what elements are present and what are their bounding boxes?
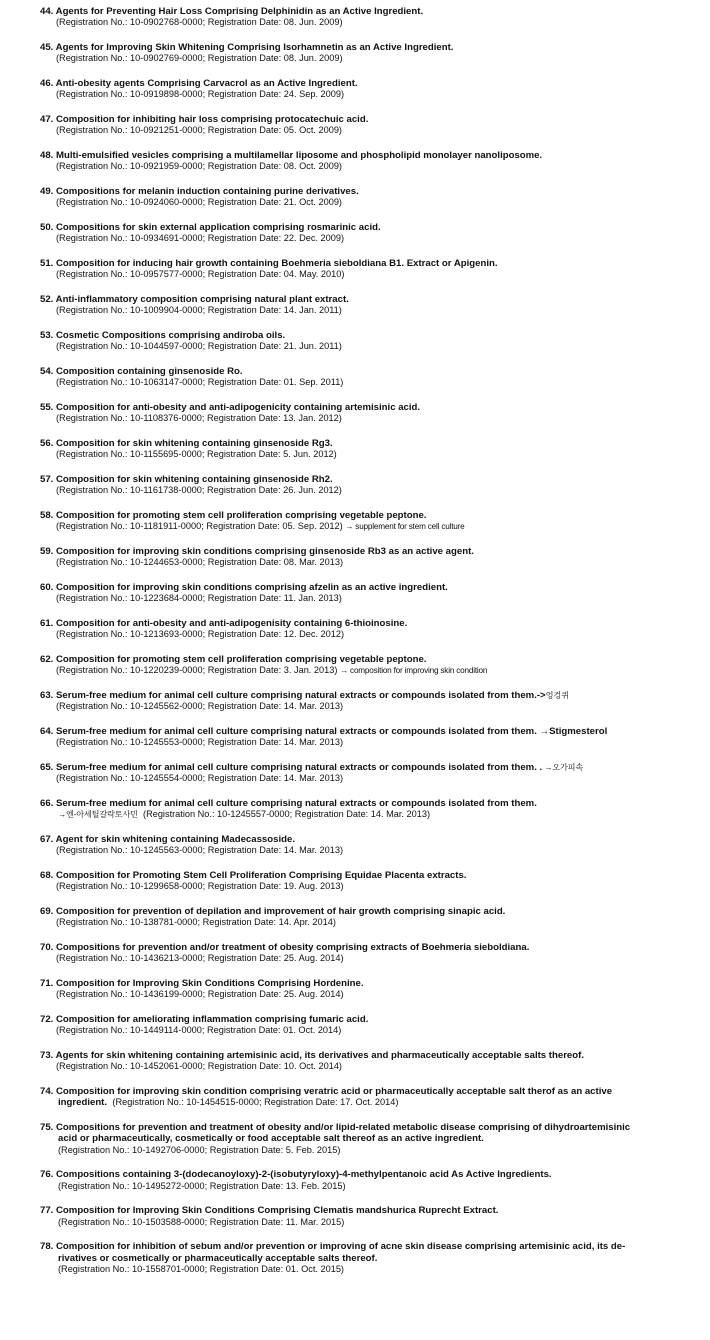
patent-registration-line: [40, 521, 690, 532]
patent-registration-line: [40, 89, 690, 100]
patent-registration-line: [40, 917, 690, 928]
patent-registration: (Registration No.: 10-1436213-0000; Registration Date: 25. Aug. 2014): [56, 953, 344, 964]
patent-registration-line: [40, 305, 690, 316]
patent-title-text: 78. Composition for inhibition of sebum and/or prevention or improving of acne skin disease comprising artemisinic acid, its de-: [40, 1241, 626, 1253]
patent-registration: (Registration No.: 10-1436199-0000; Registration Date: 25. Aug. 2014): [56, 989, 344, 1000]
patent-title-continued-text: rivatives or cosmetically or pharmaceutically acceptable salts thereof.: [58, 1252, 378, 1264]
patent-title-text: 53. Cosmetic Compositions comprising andiroba oils.: [40, 330, 286, 341]
patent-title: [40, 330, 690, 341]
patent-registration-line: [40, 449, 690, 460]
patent-title: [40, 690, 690, 701]
patent-title: [40, 294, 690, 305]
patent-title-text: 62. Composition for promoting stem cell proliferation comprising vegetable peptone.: [40, 654, 427, 665]
patent-registration: (Registration No.: 10-1063147-0000; Registration Date: 01. Sep. 2011): [56, 377, 344, 388]
patent-entry: [40, 1050, 690, 1073]
patent-registration-prefix: →엔-아세틸갈락토사민: [58, 810, 138, 820]
patent-title-text: 73. Agents for skin whitening containing artemisinic acid, its derivatives and pharmaceutically acceptable salts thereof.: [40, 1050, 584, 1061]
patent-entry: [40, 798, 690, 821]
patent-registration-line: [40, 737, 690, 748]
patent-entry: [40, 870, 690, 893]
patent-title: [40, 6, 690, 17]
patent-registration-line: [40, 125, 690, 136]
patent-registration-line: [40, 953, 690, 964]
patent-title: [40, 474, 690, 485]
patent-entry: [40, 474, 690, 497]
patent-entry: [40, 1086, 690, 1109]
patent-registration: (Registration No.: 10-1108376-0000; Registration Date: 13. Jan. 2012): [56, 413, 342, 424]
patent-title-continued: [40, 1133, 690, 1144]
patent-registration: (Registration No.: 10-1245563-0000; Registration Date: 14. Mar. 2013): [56, 845, 344, 856]
patent-registration-line: [40, 413, 690, 424]
patent-title-note: →오가피속: [542, 763, 584, 772]
patent-registration: (Registration No.: 10-1245554-0000; Registration Date: 14. Mar. 2013): [56, 773, 344, 784]
patent-registration: (Registration No.: 10-0919898-0000; Registration Date: 24. Sep. 2009): [56, 89, 345, 100]
patent-registration: (Registration No.: 10-1213693-0000; Registration Date: 12. Dec. 2012): [56, 629, 345, 640]
patent-registration: (Registration No.: 10-1009904-0000; Registration Date: 14. Jan. 2011): [56, 305, 342, 316]
patent-title-text: 57. Composition for skin whitening containing ginsenoside Rh2.: [40, 474, 333, 485]
patent-entry: [40, 726, 690, 749]
patent-title-continued: [40, 1097, 690, 1108]
patent-registration: (Registration No.: 10-0934691-0000; Registration Date: 22. Dec. 2009): [56, 233, 345, 244]
patent-title-text: 67. Agent for skin whitening containing Madecassoside.: [40, 834, 295, 845]
patent-registration: (Registration No.: 10-0924060-0000; Registration Date: 21. Oct. 2009): [56, 197, 342, 208]
patent-title: [40, 978, 690, 989]
patent-title-continued: [40, 1253, 690, 1264]
patent-title: [40, 726, 690, 737]
patent-entry: [40, 438, 690, 461]
patent-registration: (Registration No.: 10-0902769-0000; Registration Date: 08. Jun. 2009): [56, 53, 343, 64]
patent-registration-line: [40, 593, 690, 604]
patent-registration: (Registration No.: 10-1558701-0000; Registration Date: 01. Oct. 2015): [58, 1264, 344, 1275]
patent-title: [40, 402, 690, 413]
patent-title: [40, 798, 690, 809]
patent-registration-line: [40, 845, 690, 856]
patent-registration: (Registration No.: 10-1155695-0000; Registration Date: 5. Jun. 2012): [56, 449, 337, 460]
patent-registration-line: [40, 773, 690, 784]
patent-entry: [40, 546, 690, 569]
patent-registration: (Registration No.: 10-1161738-0000; Registration Date: 26. Jun. 2012): [56, 485, 342, 496]
patent-registration-line: [40, 1264, 690, 1275]
patent-registration: (Registration No.: 10-1299658-0000; Registration Date: 19. Aug. 2013): [56, 881, 344, 892]
patent-title-text: 47. Composition for inhibiting hair loss comprising protocatechuic acid.: [40, 114, 369, 125]
patent-entry: [40, 42, 690, 65]
patent-registration-line: [40, 341, 690, 352]
patent-title-text: 65. Serum-free medium for animal cell culture comprising natural extracts or compounds isolated from them. .: [40, 762, 543, 773]
patent-registration-line: [40, 665, 690, 676]
patent-note: → composition for improving skin condition: [339, 666, 488, 676]
patent-registration: (Registration No.: 10-0957577-0000; Registration Date: 04. May. 2010): [56, 269, 345, 280]
patent-entry: [40, 654, 690, 677]
patent-title-text: 76. Compositions containing 3-(dodecanoyloxy)-2-(isobutyryloxy)-4-methylpentanoic acid As Active Ingredients.: [40, 1169, 552, 1181]
patent-registration: (Registration No.: 10-0921251-0000; Registration Date: 05. Oct. 2009): [56, 125, 342, 136]
patent-entry: [40, 294, 690, 317]
patent-title-text: 58. Composition for promoting stem cell proliferation comprising vegetable peptone.: [40, 510, 427, 521]
patent-title-text: 63. Serum-free medium for animal cell culture comprising natural extracts or compounds isolated from them.->: [40, 690, 546, 701]
patent-entry: [40, 1169, 690, 1192]
patent-title-text: 52. Anti-inflammatory composition comprising natural plant extract.: [40, 294, 349, 305]
patent-registration-line: [40, 809, 690, 820]
patent-entry: [40, 1014, 690, 1037]
patent-registration-line: [40, 17, 690, 28]
patent-title-text: 71. Composition for Improving Skin Conditions Comprising Hordenine.: [40, 978, 364, 989]
patent-registration-line: [40, 989, 690, 1000]
patent-title: [40, 150, 690, 161]
patent-title-text: 45. Agents for Improving Skin Whitening Comprising Isorhamnetin as an Active Ingredient.: [40, 42, 454, 53]
patent-registration-line: [40, 1181, 690, 1192]
patent-registration-line: [40, 233, 690, 244]
patent-title-text: 77. Composition for Improving Skin Conditions Comprising Clematis mandshurica Ruprecht Extract.: [40, 1205, 499, 1217]
patent-title: [40, 114, 690, 125]
patent-title: [40, 582, 690, 593]
patent-registration-line: [40, 629, 690, 640]
patent-title: [40, 78, 690, 89]
patent-title: [40, 906, 690, 917]
patent-entry: [40, 222, 690, 245]
patent-title-text: 61. Composition for anti-obesity and anti-adipogenisity containing 6-thioinosine.: [40, 618, 408, 629]
patent-title: [40, 42, 690, 53]
patent-title-text: 46. Anti-obesity agents Comprising Carvacrol as an Active Ingredient.: [40, 78, 358, 89]
patent-entry: [40, 366, 690, 389]
patent-registration-line: [40, 197, 690, 208]
patent-title: [40, 546, 690, 557]
patent-registration-line: [40, 1061, 690, 1072]
patent-title: [40, 654, 690, 665]
patent-title: [40, 1205, 690, 1216]
patent-entry: [40, 150, 690, 173]
patent-registration: (Registration No.: 10-1454515-0000; Registration Date: 17. Oct. 2014): [112, 1097, 399, 1108]
patent-entry: [40, 402, 690, 425]
patent-entry: [40, 1122, 690, 1156]
patent-registration: (Registration No.: 10-0902768-0000; Registration Date: 08. Jun. 2009): [56, 17, 343, 28]
patent-entry: [40, 762, 690, 785]
patent-registration-line: [40, 269, 690, 280]
patent-registration: (Registration No.: 10-0921959-0000; Registration Date: 08. Oct. 2009): [56, 161, 342, 172]
patent-registration: (Registration No.: 10-1245562-0000; Registration Date: 14. Mar. 2013): [56, 701, 344, 712]
patent-registration-line: [40, 557, 690, 568]
patent-title: [40, 834, 690, 845]
patent-title: [40, 258, 690, 269]
patent-title-text: 69. Composition for prevention of depilation and improvement of hair growth comprising sinapic acid.: [40, 906, 506, 917]
patent-registration: (Registration No.: 10-1492706-0000; Registration Date: 5. Feb. 2015): [58, 1144, 341, 1155]
patent-entry: [40, 1241, 690, 1275]
patent-title-text: 72. Composition for ameliorating inflammation comprising fumaric acid.: [40, 1014, 369, 1025]
patent-title: [40, 438, 690, 449]
patent-registration: (Registration No.: 10-138781-0000; Registration Date: 14. Apr. 2014): [56, 917, 336, 928]
patent-entry: [40, 510, 690, 533]
patent-registration: (Registration No.: 10-1223684-0000; Registration Date: 11. Jan. 2013): [56, 593, 342, 604]
patent-title: [40, 222, 690, 233]
patent-title: [40, 870, 690, 881]
patent-title-text: 70. Compositions for prevention and/or treatment of obesity comprising extracts of Boehmeria sieboldiana.: [40, 942, 530, 953]
patent-entry: [40, 114, 690, 137]
patent-title-text: 60. Composition for improving skin conditions comprising afzelin as an active ingredient.: [40, 582, 448, 593]
patent-entry: [40, 906, 690, 929]
patent-registration-line: [40, 161, 690, 172]
patent-title-continued-text: ingredient.: [58, 1097, 108, 1109]
patent-registration: (Registration No.: 10-1245553-0000; Registration Date: 14. Mar. 2013): [56, 737, 344, 748]
patent-entry: [40, 1205, 690, 1228]
patent-entry: [40, 330, 690, 353]
patent-title-text: 64. Serum-free medium for animal cell culture comprising natural extracts or compounds isolated from them. →Stigmesterol: [40, 726, 608, 737]
patent-title-text: 51. Composition for inducing hair growth containing Boehmeria sieboldiana B1. Extract or Apigenin.: [40, 258, 498, 269]
patent-registration: (Registration No.: 10-1181911-0000; Registration Date: 05. Sep. 2012): [56, 521, 343, 532]
patent-registration: (Registration No.: 10-1503588-0000; Registration Date: 11. Mar. 2015): [58, 1216, 345, 1227]
patent-registration-line: [40, 881, 690, 892]
patent-registration: (Registration No.: 10-1245557-0000; Registration Date: 14. Mar. 2013): [143, 809, 431, 820]
patent-title: [40, 1050, 690, 1061]
patent-title-text: 59. Composition for improving skin conditions comprising ginsenoside Rb3 as an active agent.: [40, 546, 474, 557]
patent-title: [40, 366, 690, 377]
patent-entry: [40, 582, 690, 605]
patent-title: [40, 510, 690, 521]
patent-title-note: 엉겅퀴: [545, 691, 569, 700]
patent-registration: (Registration No.: 10-1449114-0000; Registration Date: 01. Oct. 2014): [56, 1025, 342, 1036]
patent-title-text: 44. Agents for Preventing Hair Loss Comprising Delphinidin as an Active Ingredient.: [40, 6, 424, 17]
patent-title-text: 50. Compositions for skin external application comprising rosmarinic acid.: [40, 222, 381, 233]
patent-registration: (Registration No.: 10-1244653-0000; Registration Date: 08. Mar. 2013): [56, 557, 344, 568]
patent-registration-line: [40, 1025, 690, 1036]
patent-registration-line: [40, 485, 690, 496]
patent-entry: [40, 78, 690, 101]
patent-entry: [40, 978, 690, 1001]
patent-registration-line: [40, 701, 690, 712]
patent-entry: [40, 618, 690, 641]
patent-entry: [40, 186, 690, 209]
patent-title: [40, 1086, 690, 1097]
patent-title-text: 68. Composition for Promoting Stem Cell Proliferation Comprising Equidae Placenta extracts.: [40, 870, 467, 881]
patent-entry: [40, 690, 690, 713]
patent-title-text: 48. Multi-emulsified vesicles comprising a multilamellar liposome and phospholipid monolayer nanoliposome.: [40, 150, 543, 161]
patent-entry: [40, 834, 690, 857]
patent-registration: (Registration No.: 10-1220239-0000; Registration Date: 3. Jan. 2013): [56, 665, 338, 676]
patent-registration: (Registration No.: 10-1495272-0000; Registration Date: 13. Feb. 2015): [58, 1180, 346, 1191]
patent-entry: [40, 6, 690, 29]
patent-title: [40, 762, 690, 773]
patent-registration: (Registration No.: 10-1044597-0000; Registration Date: 21. Jun. 2011): [56, 341, 342, 352]
patent-registration-line: [40, 377, 690, 388]
patent-title-text: 55. Composition for anti-obesity and anti-adipogenicity containing artemisinic acid.: [40, 402, 421, 413]
patent-title-text: 75. Compositions for prevention and treatment of obesity and/or lipid-related metabolic disease comprising of dihydroartemisinic: [40, 1122, 631, 1133]
patent-title: [40, 1241, 690, 1252]
patent-title: [40, 1014, 690, 1025]
patent-title: [40, 618, 690, 629]
patent-title-text: 74. Composition for improving skin condition comprising veratric acid or pharmaceutically acceptable salt therof as an active: [40, 1086, 613, 1097]
patent-title-text: 54. Composition containing ginsenoside Ro.: [40, 366, 243, 377]
patent-entry: [40, 258, 690, 281]
patent-list: [40, 6, 690, 1276]
patent-title: [40, 186, 690, 197]
patent-registration-line: [40, 1217, 690, 1228]
patent-registration-line: [40, 53, 690, 64]
patent-title-text: 49. Compositions for melanin induction containing purine derivatives.: [40, 186, 359, 197]
patent-title: [40, 1122, 690, 1133]
patent-registration: (Registration No.: 10-1452061-0000; Registration Date: 10. Oct. 2014): [56, 1061, 342, 1072]
patent-title-text: 66. Serum-free medium for animal cell culture comprising natural extracts or compounds isolated from them.: [40, 798, 537, 809]
patent-title-continued-text: acid or pharmaceutically, cosmetically or food acceptable salt thereof as an active ingredient.: [58, 1133, 484, 1145]
patent-title-text: 56. Composition for skin whitening containing ginsenoside Rg3.: [40, 438, 333, 449]
patent-title: [40, 942, 690, 953]
patent-entry: [40, 942, 690, 965]
patent-note: → supplement for stem cell culture: [345, 522, 465, 532]
patent-title: [40, 1169, 690, 1180]
patent-registration-line: [40, 1145, 690, 1156]
